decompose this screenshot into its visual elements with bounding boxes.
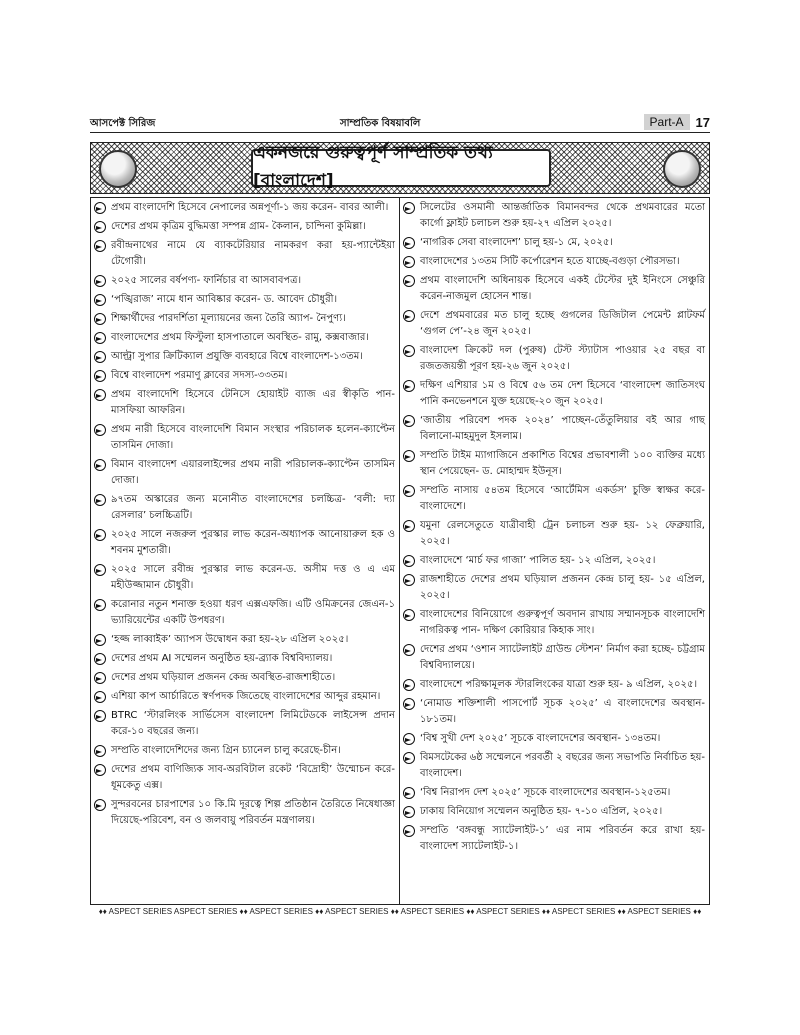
list-item xyxy=(94,292,395,308)
list-item-text: ৯৭তম অস্কারের জন্য মনোনীত বাংলাদেশের চলচ্চিত্র- ‘বলী: দ্যা রেসলার’ চলচ্চিত্রটি। xyxy=(111,494,395,521)
list-item xyxy=(403,235,705,251)
list-item xyxy=(94,219,395,235)
list-item xyxy=(403,607,705,639)
list-item-text: প্রথম বাংলাদেশি অধিনায়ক হিসেবে একই টেস্টের দুই ইনিংসে সেঞ্চুরি করেন-নাজমুল হোসেন শান্ত। xyxy=(420,275,705,302)
list-item-text: ২০২৫ সালের বর্ষপণ্য- ফার্নিচার বা আসবাবপত্র। xyxy=(111,275,302,286)
arrow-bullet-icon xyxy=(403,787,415,799)
list-item-text: বিমসটেকের ৬ষ্ঠ সম্মেলনে পরবর্তী ২ বছরের জন্য সভাপতি নির্বাচিত হয়- বাংলাদেশ। xyxy=(420,752,705,779)
list-item-text: ‘হজ্জ লাব্বাইক’ অ্যাপস উদ্বোধন করা হয়-২৮ এপ্রিল ২০২৫। xyxy=(111,634,349,645)
page-number: 17 xyxy=(695,114,710,130)
list-item xyxy=(403,200,705,232)
list-item-text: ‘পঙ্খিরাজ’ নামে ধান আবিষ্কার করেন- ড. আবেদ চৌধুরী। xyxy=(111,294,338,305)
list-item-text: দেশের প্রথম বাণিজ্যিক সাব-অরবিটাল রকেট ‘বিদ্রোহী’ উম্মোচন করে-ধূমকেতু এক্স। xyxy=(111,764,395,791)
list-item xyxy=(94,422,395,454)
list-item xyxy=(403,750,705,782)
list-item-text: সিলেটের ওসমানী আন্তর্জাতিক বিমানবন্দর থেকে প্রথমবারের মতো কার্গো ফ্লাইট চলাচল শুরু হয়-২৭ এপ্রিল ২০২৫। xyxy=(420,202,705,229)
arrow-bullet-icon xyxy=(94,389,106,401)
list-item-text: দেশের প্রথম ঘড়িয়াল প্রজনন কেন্দ্র অবস্থিত-রাজশাহীতে। xyxy=(111,672,336,683)
list-item-text: বাংলাদেশের ১৩তম সিটি কর্পোরেশন হতে যাচ্ছে-বগুড়া পৌরসভা। xyxy=(420,256,680,267)
arrow-bullet-icon xyxy=(403,698,415,710)
arrow-bullet-icon xyxy=(94,332,106,344)
arrow-bullet-icon xyxy=(94,240,106,252)
list-item-text: ঢাকায় বিনিয়োগ সম্মেলন অনুষ্ঠিত হয়- ৭-১০ এপ্রিল, ২০২৫। xyxy=(420,806,663,817)
list-item-text: প্রথম বাংলাদেশি হিসেবে নেপালের অন্নপূর্ণা-১ জয় করেন- বাবর আলী। xyxy=(111,202,389,213)
arrow-bullet-icon xyxy=(94,653,106,665)
list-item xyxy=(403,378,705,410)
list-item xyxy=(403,731,705,747)
right-column xyxy=(400,198,709,904)
list-item-text: আল্ট্রা সুপার ক্রিটিক্যাল প্রযুক্তি ব্যবহারে বিশ্বে বাংলাদেশ-১৩তম। xyxy=(111,351,363,362)
list-item-text: দেশে প্রথমবারের মত চালু হচ্ছে গুগলের ডিজিটাল পেমেন্ট প্লাটফর্ম ‘গুগল পে’-২৪ জুন ২০২৫। xyxy=(420,310,705,337)
arrow-bullet-icon xyxy=(403,345,415,357)
arrow-bullet-icon xyxy=(403,380,415,392)
list-item xyxy=(94,492,395,524)
list-item xyxy=(403,413,705,445)
list-item xyxy=(94,200,395,216)
arrow-bullet-icon xyxy=(94,799,106,811)
list-item-text: শিক্ষার্থীদের পারদর্শিতা মূল্যায়নের জন্য তৈরি অ্যাপ- নৈপুণ্য। xyxy=(111,313,346,324)
list-item-text: করোনার নতুন শনাক্ত হওয়া ধরণ এক্সএফজি। এটি ওমিক্রনের জেএন-১ ভ্যারিয়েন্টের একটি উপধরণ। xyxy=(111,599,395,626)
list-item-text: প্রথম নারী হিসেবে বাংলাদেশি বিমান সংস্থার পরিচালক হলেন-ক্যাপ্টেন তাসমিন দোজা। xyxy=(111,424,395,451)
arrow-bullet-icon xyxy=(403,644,415,656)
list-item xyxy=(403,343,705,375)
list-item xyxy=(403,804,705,820)
left-circle-ornament xyxy=(99,150,137,188)
list-item xyxy=(403,483,705,515)
list-item xyxy=(94,349,395,365)
list-item-text: ‘বিশ্ব সুখী দেশ ২০২৫’ সূচকে বাংলাদেশের অবস্থান- ১৩৪তম। xyxy=(420,733,661,744)
left-column xyxy=(91,198,400,904)
list-item xyxy=(94,597,395,629)
banner-title: একনজরে গুরুত্বপূর্ণ সাম্প্রতিক তথ্য [বাংলাদেশ] xyxy=(253,143,493,191)
list-item xyxy=(403,553,705,569)
list-item xyxy=(94,743,395,759)
list-item-text: বাংলাদেশে পরিক্ষামূলক স্টারলিংকের যাত্রা শুরু হয়- ৯ এপ্রিল, ২০২৫। xyxy=(420,679,698,690)
list-item-text: সম্প্রতি টাইম ম্যাগাজিনে প্রকাশিত বিশ্বের প্রভাবশালী ১০০ ব্যক্তির মধ্যে স্থান পেয়েছেন- ড. মোহাম্মদ ইউনূস। xyxy=(420,450,705,477)
list-item-text: বিমান বাংলাদেশ এয়ারলাইন্সের প্রথম নারী পরিচালক-ক্যাপ্টেন তাসমিন দোজা। xyxy=(111,459,395,486)
arrow-bullet-icon xyxy=(403,806,415,818)
arrow-bullet-icon xyxy=(403,679,415,691)
arrow-bullet-icon xyxy=(94,370,106,382)
arrow-bullet-icon xyxy=(94,529,106,541)
arrow-bullet-icon xyxy=(403,450,415,462)
arrow-bullet-icon xyxy=(94,672,106,684)
list-item xyxy=(94,670,395,686)
list-item xyxy=(94,632,395,648)
page-info xyxy=(644,114,710,130)
arrow-bullet-icon xyxy=(94,691,106,703)
list-item xyxy=(403,677,705,693)
list-item xyxy=(403,823,705,855)
arrow-bullet-icon xyxy=(403,310,415,322)
list-item xyxy=(94,330,395,346)
right-circle-ornament xyxy=(663,150,701,188)
arrow-bullet-icon xyxy=(403,256,415,268)
list-item-text: সম্প্রতি নাসায় ৫৪তম হিসেবে ‘আর্টেমিস একর্ডস’ চুক্তি স্বাক্ষর করে- বাংলাদেশে। xyxy=(420,485,705,512)
arrow-bullet-icon xyxy=(94,494,106,506)
arrow-bullet-icon xyxy=(403,275,415,287)
list-item xyxy=(94,527,395,559)
arrow-bullet-icon xyxy=(94,275,106,287)
list-item-text: দেশের প্রথম কৃত্রিম বুদ্ধিমত্তা সম্পন্ন গ্রাম- কৈলান, চান্দিনা কুমিল্লা। xyxy=(111,221,366,232)
list-item-text: রবীন্দ্রনাথের নামে যে ব্যাকটেরিয়ার নামকরণ করা হয়-প্যান্টেইয়া টেগোরী। xyxy=(111,240,395,267)
series-name: আসপেক্ট সিরিজ xyxy=(90,118,156,129)
list-item xyxy=(403,696,705,728)
list-item-text: বাংলাদেশের প্রথম ফিস্টুলা হাসপাতালে অবস্থিত- রামু, কক্সবাজার। xyxy=(111,332,369,343)
list-item-text: যমুনা রেলসেতুতে যাত্রীবাহী ট্রেন চলাচল শুরু হয়- ১২ ফেব্রুয়ারি, ২০২৫। xyxy=(420,520,705,547)
list-item xyxy=(94,708,395,740)
arrow-bullet-icon xyxy=(403,202,415,214)
list-item-text: দেশের প্রথম ‘ওশান স্যাটেলাইট গ্রাউন্ড স্টেশন’ নির্মাণ করা হচ্ছে- চট্টগ্রাম বিশ্ববিদ্যালয়ে। xyxy=(420,644,705,671)
arrow-bullet-icon xyxy=(94,313,106,325)
list-item-text: ‘নোমাড শক্তিশালী পাসপোর্ট সূচক ২০২৫’ এ বাংলাদেশের অবস্থান- ১৮১তম। xyxy=(420,698,705,725)
list-item-text: সুন্দরবনের চারপাশের ১০ কি.মি দূরত্বে শিল্প প্রতিষ্ঠান তৈরিতে নিষেধাজ্ঞা দিয়েছে-পরিবেশ, বন ও জলবায়ু পরিবর্তন মন্ত্রণালয়। xyxy=(111,799,395,826)
arrow-bullet-icon xyxy=(403,609,415,621)
arrow-bullet-icon xyxy=(94,710,106,722)
content-columns xyxy=(90,197,710,905)
section-title: সাম্প্রতিক বিষয়াবলি xyxy=(340,118,421,129)
list-item xyxy=(403,572,705,604)
title-banner xyxy=(90,142,710,194)
list-item xyxy=(403,642,705,674)
list-item xyxy=(403,273,705,305)
arrow-bullet-icon xyxy=(94,202,106,214)
list-item-text: এশিয়া কাপ আর্চারিতে স্বর্ণপদক জিতেছে বাংলাদেশের আব্দুর রহমান। xyxy=(111,691,381,702)
list-item-text: দক্ষিণ এশিয়ার ১ম ও বিশ্বে ৫৬ তম দেশ হিসেবে ‘বাংলাদেশ জাতিসংঘ পানি কনভেনশনে যুক্ত হয়েছে-২০ জুন ২০২৫। xyxy=(420,380,705,407)
list-item xyxy=(94,311,395,327)
arrow-bullet-icon xyxy=(403,733,415,745)
list-item xyxy=(94,689,395,705)
list-item-text: দেশের প্রথম AI সম্মেলন অনুষ্ঠিত হয়-ব্র্যাক বিশ্ববিদ্যালয়। xyxy=(111,653,333,664)
list-item xyxy=(94,238,395,270)
list-item-text: প্রথম বাংলাদেশি হিসেবে টেনিসে হোয়াইট ব্যাজ এর স্বীকৃতি পান- মাসফিয়া আফরিন। xyxy=(111,389,395,416)
arrow-bullet-icon xyxy=(403,485,415,497)
arrow-bullet-icon xyxy=(94,564,106,576)
list-item-text: সম্প্রতি বাংলাদেশিদের জন্য গ্রিন চ্যানেল চালু করেছে-চীন। xyxy=(111,745,341,756)
list-item xyxy=(94,797,395,829)
arrow-bullet-icon xyxy=(403,237,415,249)
list-item-text: বাংলাদেশে ‘মার্চ ফর গাজা’ পালিত হয়- ১২ এপ্রিল, ২০২৫। xyxy=(420,555,656,566)
footer-strip: ♦♦ ASPECT SERIES ASPECT SERIES ♦♦ ASPECT SERIES ♦♦ ASPECT SERIES ♦♦ ASPECT SERIES ♦♦ ASPECT SERIES ♦♦ ASPECT SERIES ♦♦ ASPECT SERIES ♦♦ xyxy=(98,907,702,916)
arrow-bullet-icon xyxy=(403,825,415,837)
list-item xyxy=(94,273,395,289)
arrow-bullet-icon xyxy=(94,459,106,471)
list-item-text: ‘জাতীয় পরিবেশ পদক ২০২৪’ পাচ্ছেন-তেঁতুলিয়ার বই আর গাছ বিলানো-মাহমুদুল ইসলাম। xyxy=(420,415,705,442)
page-header xyxy=(90,114,710,133)
list-item-text: বিশ্বে বাংলাদেশ পরমাণু ক্লাবের সদস্য-৩৩তম। xyxy=(111,370,288,381)
arrow-bullet-icon xyxy=(94,351,106,363)
list-item-text: সম্প্রতি ‘বঙ্গবন্ধু স্যাটেলাইট-১’ এর নাম পরিবর্তন করে রাখা হয়-বাংলাদেশ স্যাটেলাইট-১। xyxy=(420,825,705,852)
list-item xyxy=(403,254,705,270)
arrow-bullet-icon xyxy=(94,599,106,611)
list-item-text: ‘বিশ্ব নিরাপদ দেশ ২০২৫’ সূচকে বাংলাদেশের অবস্থান-১২৫তম। xyxy=(420,787,671,798)
arrow-bullet-icon xyxy=(94,764,106,776)
list-item-text: ২০২৫ সালে নজরুল পুরস্কার লাভ করেন-অধ্যাপক আনোয়ারুল হক ও শবনম মুশতারী। xyxy=(111,529,395,556)
list-item xyxy=(94,457,395,489)
list-item xyxy=(403,785,705,801)
list-item xyxy=(94,651,395,667)
list-item-text: ‘নাগরিক সেবা বাংলাদেশ’ চালু হয়-১ মে, ২০২৫। xyxy=(420,237,613,248)
arrow-bullet-icon xyxy=(403,520,415,532)
arrow-bullet-icon xyxy=(403,555,415,567)
list-item xyxy=(403,448,705,480)
list-item-text: BTRC ‘স্টারলিংক সার্ভিসেস বাংলাদেশ লিমিটেডকে লাইসেন্স প্রদান করে-১০ বছরের জন্য। xyxy=(111,710,395,737)
list-item xyxy=(94,762,395,794)
title-box xyxy=(251,143,551,191)
arrow-bullet-icon xyxy=(403,415,415,427)
arrow-bullet-icon xyxy=(94,424,106,436)
arrow-bullet-icon xyxy=(94,294,106,306)
arrow-bullet-icon xyxy=(94,221,106,233)
list-item xyxy=(403,308,705,340)
list-item xyxy=(94,387,395,419)
part-label: Part-A xyxy=(644,114,690,130)
arrow-bullet-icon xyxy=(403,574,415,586)
arrow-bullet-icon xyxy=(403,752,415,764)
list-item-text: ২০২৫ সালে রবীন্দ্র পুরস্কার লাভ করেন-ড. অসীম দত্ত ও এ এম মহীউজ্জামান চৌধুরী। xyxy=(111,564,395,591)
list-item xyxy=(403,518,705,550)
arrow-bullet-icon xyxy=(94,634,106,646)
list-item xyxy=(94,368,395,384)
list-item-text: বাংলাদেশের বিনিয়োগে গুরুত্বপূর্ণ অবদান রাখায় সম্মানসূচক বাংলাদেশি নাগরিকত্ব পান- দক্ষিণ কোরিয়ার কিহাক সাং। xyxy=(420,609,705,636)
list-item xyxy=(94,562,395,594)
list-item-text: বাংলাদেশ ক্রিকেট দল (পুরুষ) টেস্ট স্ট্যাটাস পাওয়ার ২৫ বছর বা রজতজয়ন্তী পূরণ হয়-২৬ জুন ২০২৫। xyxy=(420,345,705,372)
arrow-bullet-icon xyxy=(94,745,106,757)
list-item-text: রাজশাহীতে দেশের প্রথম ঘড়িয়াল প্রজনন কেন্দ্র চালু হয়- ১৫ এপ্রিল, ২০২৫। xyxy=(420,574,705,601)
